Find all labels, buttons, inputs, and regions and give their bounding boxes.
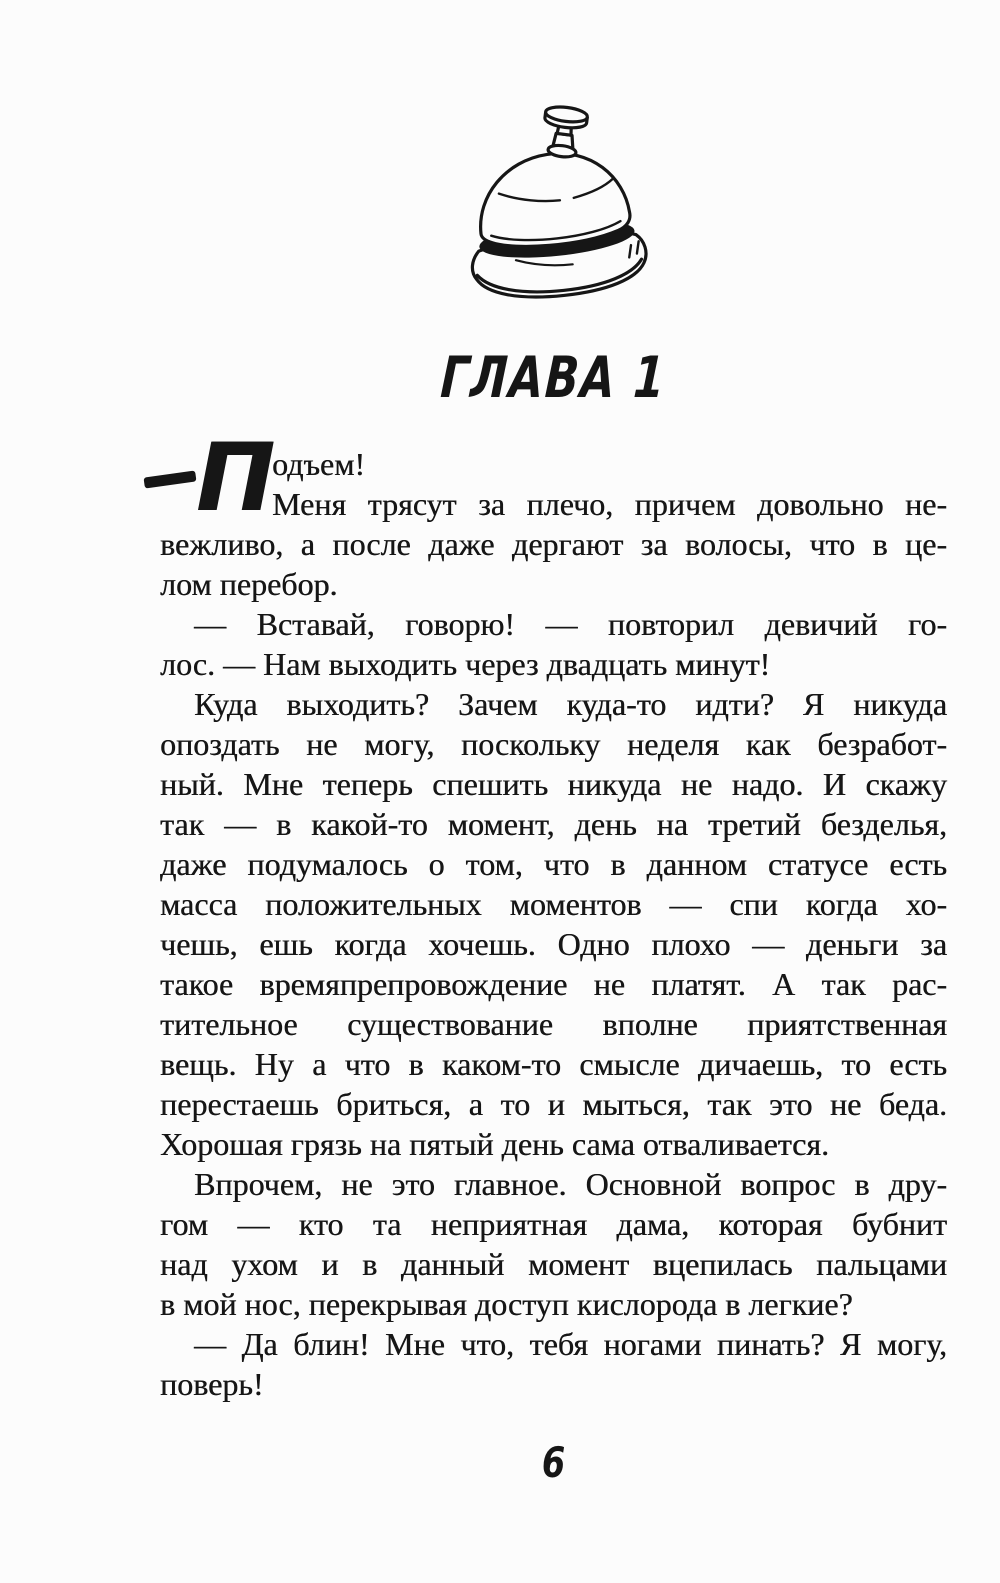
text-line: Впрочем, не это главное. Основной вопрос в дру- <box>194 1166 947 1202</box>
text-line: перестаешь бриться, а то и мыться, так это не беда. <box>160 1086 947 1122</box>
text-line: вещь. Ну а что в каком-то смысле дичаешь, то есть <box>160 1046 947 1082</box>
text-line: лос. — Нам выходить через двадцать минут! <box>160 646 771 682</box>
text-line: Меня трясут за плечо, причем довольно не- <box>272 486 947 522</box>
body-text <box>160 424 947 1404</box>
service-bell-illustration <box>459 96 649 301</box>
text-line: тительное существование вполне приятственная <box>160 1006 947 1042</box>
text-line: Куда выходить? Зачем куда-то идти? Я никуда <box>194 686 947 722</box>
text-line: так — в какой-то момент, день на третий безделья, <box>160 806 947 842</box>
chapter-heading-row <box>160 345 947 411</box>
text-line: одъем! <box>272 446 366 482</box>
opening-paragraph <box>160 424 947 604</box>
footer <box>160 1440 947 1486</box>
text-line: ный. Мне теперь спешить никуда не надо. И скажу <box>160 766 947 802</box>
text-line: над ухом и в данный момент вцепилась пальцами <box>160 1246 947 1282</box>
chapter-title: ГЛАВА 1 <box>439 345 668 411</box>
text-line: Хорошая грязь на пятый день сама отваливается. <box>160 1126 829 1162</box>
text-line: — Да блин! Мне что, тебя ногами пинать? Я могу, <box>194 1326 947 1362</box>
text-line: чешь, ешь когда хочешь. Одно плохо — деньги за <box>160 926 947 962</box>
paragraphs <box>160 604 947 1404</box>
dropcap-lines <box>160 444 947 604</box>
text-line: — Вставай, говорю! — повторил девичий го- <box>194 606 947 642</box>
dropcap-letter: П <box>196 424 275 533</box>
text-line: опоздать не могу, поскольку неделя как безработ- <box>160 726 947 762</box>
page-number: 6 <box>541 1438 566 1487</box>
text-line: лом перебор. <box>160 566 338 602</box>
text-line: масса положительных моментов — спи когда хо- <box>160 886 947 922</box>
text-line: гом — кто та неприятная дама, которая бубнит <box>160 1206 947 1242</box>
text-line: поверь! <box>160 1366 264 1402</box>
text-line: в мой нос, перекрывая доступ кислорода в легкие? <box>160 1286 853 1322</box>
text-line: вежливо, а после даже дергают за волосы, что в це- <box>160 526 947 562</box>
text-line: даже подумалось о том, что в данном статусе есть <box>160 846 947 882</box>
text-line: такое времяпрепровождение не платят. А так рас- <box>160 966 947 1002</box>
